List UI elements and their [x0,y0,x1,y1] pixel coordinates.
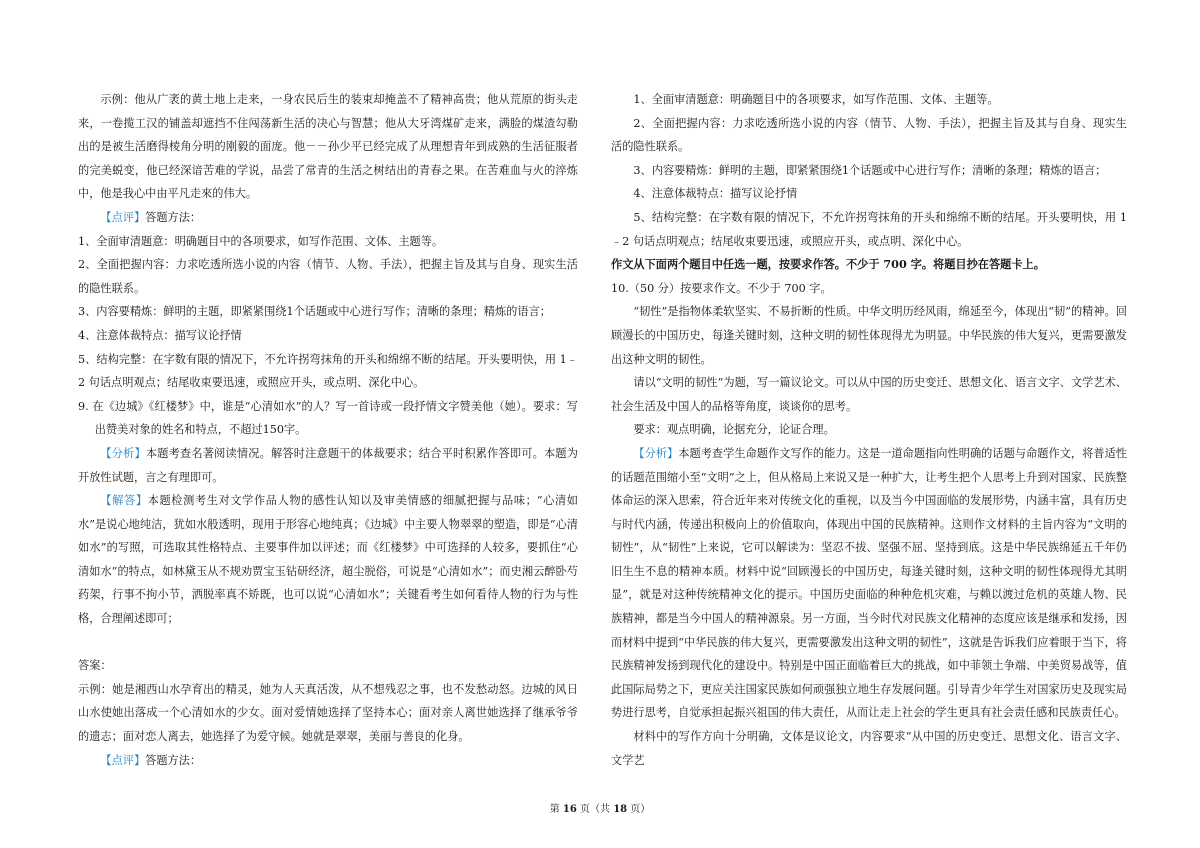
example-paragraph: 示例：他从广袤的黄土地上走来，一身农民后生的装束却掩盖不了精神高贵；他从荒原的街头走来，一卷揽工汉的铺盖却遮挡不住闯荡新生活的决心与智慧；他从大牙湾煤矿走来，满脸的煤渣勾勒出的是被生活磨得棱角分明的刚毅的面庞。他－－孙少平已经完成了从理想青年到成熟的生活征服者的完美蜕变，他已经深谙苦难的学说，品尝了常青的生活之树结出的青春之果。在苦难血与火的淬炼中，他是我心中由平凡走來的伟大。 [78,93,578,201]
method-item: 2、全面把握内容：力求吃透所选小说的内容（情节、人物、手法），把握主旨及其与自身、现实生活的隐性联系。 [611,116,1127,154]
method-item: 2、全面把握内容：力求吃透所选小说的内容（情节、人物、手法），把握主旨及其与自身、现实生活的隐性联系。 [78,258,578,295]
comment-tag: 【点评】 [100,210,146,224]
footer-prefix: 第 [549,804,560,815]
comment-text: 答题方法： [145,753,202,767]
prompt-paragraph: “韧性”是指物体柔软坚实、不易折断的性质。中华文明历经风雨，绵延至今，体现出“韧”的精神。回顾漫长的中国历史，每逢关键时刻，这种文明的韧性体现得尤为明显。中华民族的伟大复兴，更需要激发出这种文明的韧性。 [611,305,1127,366]
question-9 [78,395,578,442]
section-title: 作文从下面两个题目中任选一题，按要求作答。不少于 700 字。将题目抄在答题卡上。 [611,257,1045,272]
comment-line [78,206,578,230]
prompt-paragraph: 请以“文明的韧性”为题，写一篇议论文。可以从中国的历史变迁、思想文化、语言文字、文学艺术、社会生活及中国人的品格等角度，谈谈你的思考。 [611,376,1127,413]
footer-middle: 页（共 [580,804,610,815]
comment-tag: 【点评】 [100,753,146,767]
answer-example: 示例：她是湘西山水孕育出的精灵，她为人天真活泼，从不想残忍之事，也不发愁动怒。边城的风日山水使她出落成一个心清如水的少女。面对爱情她选择了坚持本心；面对亲人离世她选择了继承爷爷的遗志；面对恋人离去，她选择了为爱守候。她就是翠翠，美丽与善良的化身。 [78,682,578,744]
analysis-tag: 【分析】 [100,446,146,460]
method-item: 1、全面审清题意：明确题目中的各项要求，如写作范围、文体、主题等。 [633,93,999,106]
question-10-heading: 10.（50 分）按要求作文。不少于 700 字。 [611,281,832,295]
method-item: 5、结构完整：在字数有限的情况下，不允许拐弯抹角的开头和绵绵不断的结尾。开头要明快，用 1﹣2 句话点明观点；结尾收束要迅速，或照应开头，或点明、深化中心。 [78,352,578,390]
answer-text: 本题检测考生对文学作品人物的感性认知以及审美情感的细腻把握与品味；“心清如水”是说心地纯洁，犹如水般透明，现用于形容心地纯真；《边城》中主要人物翠翠的塑造，即是“心清如水”的写照，可选取其性格特点、主要事件加以评述；而《红楼梦》中可选择的人较多，要抓住“心清如水”的特点，如林黛玉从不规劝贾宝玉钻研经济，超尘脱俗，可说是“心清如水”；而史湘云醉卧芍药架，行事不拘小节，洒脱率真不矫既，也可以说“心清如水”；关键看考生如何看待人物的行为与性格，合理阐述即可； [78,494,578,626]
analysis-block [78,442,578,489]
footer-suffix: 页） [630,804,651,815]
method-item: 4、注意体裁特点：描写议论抒情 [633,187,798,201]
answer-block [78,489,578,631]
question-text: 在《边城》《红楼梦》中，谁是“心清如水”的人？写一首诗或一段抒情文字赞美他（她）。要求：写出赞美对象的姓名和特点，不超过150字。 [92,399,578,437]
method-item: 4、注意体裁特点：描写议论抒情 [78,328,242,342]
analysis-text: 本题考查学生命题作文写作的能力。这是一道命题指向性明确的话题与命题作文，将普适性的话题范围缩小至“文明”之上，但从格局上来说又是一种扩大，让考生把个人思考上升到对国家、民族整体命运的深入思索，符合近年来对传统文化的重视，以及当今中国面临的发展形势，内涵丰富，具有历史与时代内涵，传递出积极向上的价值取向，体现出中国的民族精神。这则作文材料的主旨内容为“文明的韧性”，从“韧性”上来说，它可以解读为：坚忍不拔、坚强不屈、坚持到底。这是中华民族绵延五千年仍旧生生不息的精神本质。材料中说“回顾漫长的中国历史，每逢关键时刻，这种文明的韧性体现得尤其明显”，就是对这种传统精神文化的提示。中国历史面临的种种危机灾难，与赖以渡过危机的英雄人物、民族精神，都是当今中国人的精神源泉。另一方面，当今时代对民族文化精神的态度应该是继承和发扬，因而材料中提到“中华民族的伟大复兴，更需要激发出这种文明的韧性”，这就是告诉我们应着眼于当下，将民族精神发扬到现代化的建设中。特别是中国正面临着巨大的挑战，如中菲领土争端、中美贸易战等，值此国际局势之下，更应关注国家民族如何顽强独立地生存发展问题。引导青少年学生对国家历史及现实局势进行思考，自觉承担起振兴祖国的伟大责任，从而让走上社会的学生更具有社会责任感和民族责任心。 [611,446,1127,720]
analysis-text: 本题考查名著阅读情况。解答时注意题干的体裁要求；结合平时积累作答即可。本题为开放性试题，言之有理即可。 [78,446,578,484]
analysis-tag: 【分析】 [633,446,679,460]
left-column [78,88,578,772]
method-item: 1、全面审清题意：明确题目中的各项要求，如写作范围、文体、主题等。 [78,234,444,248]
page-number: 16 [562,804,577,815]
question-number: 9. [78,399,89,413]
comment-line [78,749,578,773]
analysis-block [611,442,1127,725]
right-column [611,88,1127,772]
method-item: 3、内容要精炼：鲜明的主题，即紧紧围绕1个话题或中心进行写作；清晰的条理；精炼的语言； [633,163,1107,177]
prompt-requirements: 要求：观点明确，论据充分，论证合理。 [633,423,835,437]
page-total: 18 [613,804,628,815]
answer-tag: 【解答】 [100,494,148,508]
method-item: 5、结构完整：在字数有限的情况下，不允许拐弯抹角的开头和绵绵不断的结尾。开头要明快，用 1﹣2 句话点明观点；结尾收束要迅速，或照应开头，或点明、深化中心。 [611,210,1127,248]
closing-paragraph: 材料中的写作方向十分明确，文体是议论文，内容要求“从中国的历史变迁、思想文化、语言文字、文学艺 [611,730,1127,767]
method-item: 3、内容要精炼：鲜明的主题，即紧紧围绕1个话题或中心进行写作；清晰的条理；精炼的语言； [78,305,551,319]
comment-text: 答题方法： [145,210,202,224]
answer-label: 答案： [78,659,112,673]
page-footer [0,800,1200,815]
